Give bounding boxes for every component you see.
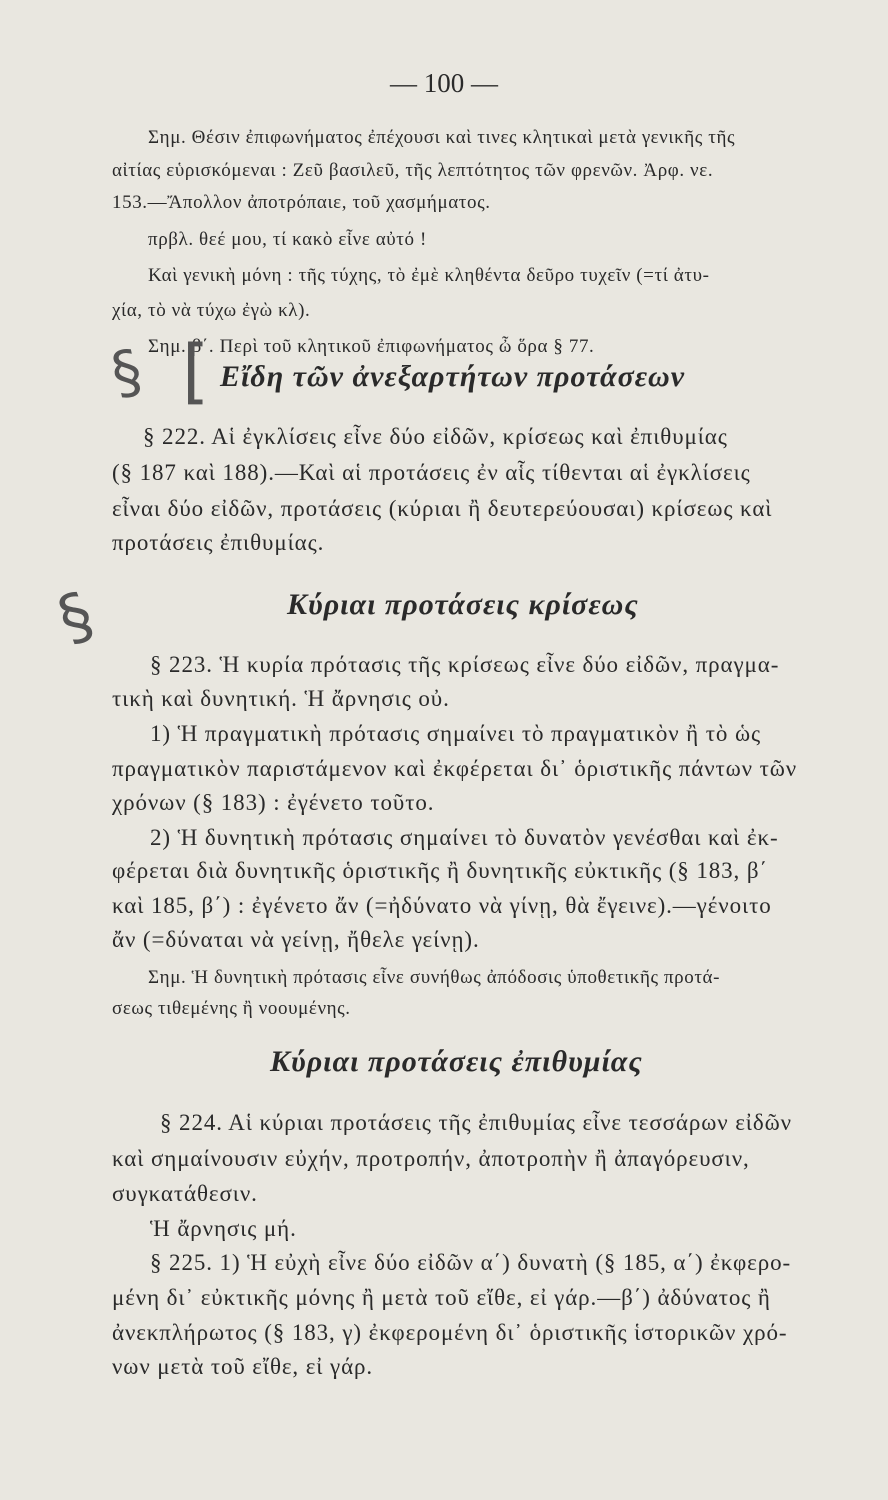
section-heading: Κύριαι προτάσεις κρίσεως [287, 588, 639, 621]
handwritten-mark-icon: § [48, 576, 103, 657]
paragraph-line: ἄν (=δύναται νὰ γείνῃ, ἤθελε γείνῃ). [112, 927, 480, 952]
paragraph-line: φέρεται διὰ δυνητικῆς ὁριστικῆς ἢ δυνητικῆς εὐκτικῆς (§ 183, β΄ [112, 858, 769, 883]
paragraph-line: (§ 187 καὶ 188).—Καὶ αἱ προτάσεις ἐν αἷς τίθενται αἱ ἐγκλίσεις [112, 460, 751, 485]
paragraph-line: ἀνεκπλήρωτος (§ 183, γ) ἐκφερομένη δι᾽ ὁριστικῆς ἱστορικῶν χρό- [112, 1320, 788, 1345]
paragraph-line: 1) Ἡ πραγματικὴ πρότασις σημαίνει τὸ πραγματικὸν ἢ τὸ ὡς [150, 721, 761, 746]
paragraph-line: εἶναι δύο εἰδῶν, προτάσεις (κύριαι ἢ δευτερεύουσαι) κρίσεως καὶ [112, 496, 773, 521]
paragraph-line: τικὴ καὶ δυνητική. Ἡ ἄρνησις οὐ. [112, 686, 450, 711]
paragraph-line: πραγματικὸν παριστάμενον καὶ ἐκφέρεται δι᾽ ὁριστικῆς πάντων τῶν [112, 756, 798, 781]
paragraph-line: καὶ 185, β΄) : ἐγένετο ἄν (=ἠδύνατο νὰ γίνῃ, θὰ ἔγεινε).—γένοιτο [112, 893, 772, 918]
note-line: χία, τὸ νὰ τύχω ἐγὼ κλ). [112, 300, 311, 321]
note-line: αἰτίας εὑρισκόμεναι : Ζεῦ βασιλεῦ, τῆς λεπτότητος τῶν φρενῶν. Ἀρφ. νε. [112, 160, 714, 181]
handwritten-bracket-icon: [ [182, 330, 210, 412]
note-line: σεως τιθεμένης ἢ νοουμένης. [112, 998, 351, 1019]
note-line: Σημ. Ἡ δυνητικὴ πρότασις εἶνε συνήθως ἀπόδοσις ὑποθετικῆς προτά- [148, 967, 721, 988]
handwritten-mark-icon: § [105, 335, 148, 409]
paragraph-line: προτάσεις ἐπιθυμίας. [112, 530, 325, 555]
note-line: Σημ. Θέσιν ἐπιφωνήματος ἐπέχουσι καὶ τινες κλητικαὶ μετὰ γενικῆς τῆς [148, 127, 736, 148]
paragraph-line: § 224. Αἱ κύριαι προτάσεις τῆς ἐπιθυμίας εἶνε τεσσάρων εἰδῶν [160, 1110, 792, 1135]
paragraph-line: νων μετὰ τοῦ εἴθε, εἰ γάρ. [112, 1354, 374, 1379]
paragraph-line: συγκατάθεσιν. [112, 1181, 258, 1206]
note-line: Καὶ γενικὴ μόνη : τῆς τύχης, τὸ ἐμὲ κληθέντα δεῦρο τυχεῖν (=τί ἀτυ- [148, 265, 710, 286]
paragraph-line: καὶ σημαίνουσιν εὐχήν, προτροπήν, ἀποτροπὴν ἢ ἀπαγόρευσιν, [112, 1146, 750, 1171]
paragraph-line: § 225. 1) Ἡ εὐχὴ εἶνε δύο εἰδῶν α΄) δυνατὴ (§ 185, α΄) ἐκφερο- [150, 1250, 792, 1275]
paragraph-line: Ἡ ἄρνησις μή. [150, 1216, 297, 1241]
section-heading: Κύριαι προτάσεις ἐπιθυμίας [270, 1045, 643, 1078]
note-line: πρβλ. θεέ μου, τί κακὸ εἶνε αὐτό ! [148, 229, 427, 250]
note-line: Σημ. β΄. Περὶ τοῦ κλητικοῦ ἐπιφωνήματος ὦ ὅρα § 77. [148, 336, 595, 357]
section-heading: Εἴδη τῶν ἀνεξαρτήτων προτάσεων [220, 360, 686, 393]
paragraph-line: 2) Ἡ δυνητικὴ πρότασις σημαίνει τὸ δυνατὸν γενέσθαι καὶ ἐκ- [150, 825, 779, 850]
paragraph-line: χρόνων (§ 183) : ἐγένετο τοῦτο. [112, 790, 435, 815]
paragraph-line: § 223. Ἡ κυρία πρότασις τῆς κρίσεως εἶνε δύο εἰδῶν, πραγμα- [150, 652, 780, 677]
note-line: 153.—Ἄπολλον ἀποτρόπαιε, τοῦ χασμήματος. [112, 192, 491, 213]
paragraph-line: § 222. Αἱ ἐγκλίσεις εἶνε δύο εἰδῶν, κρίσεως καὶ ἐπιθυμίας [143, 424, 728, 449]
page-number: — 100 — [390, 68, 498, 98]
paragraph-line: μένη δι᾽ εὐκτικῆς μόνης ἢ μετὰ τοῦ εἴθε, εἰ γάρ.—β΄) ἀδύνατος ἢ [112, 1285, 771, 1310]
